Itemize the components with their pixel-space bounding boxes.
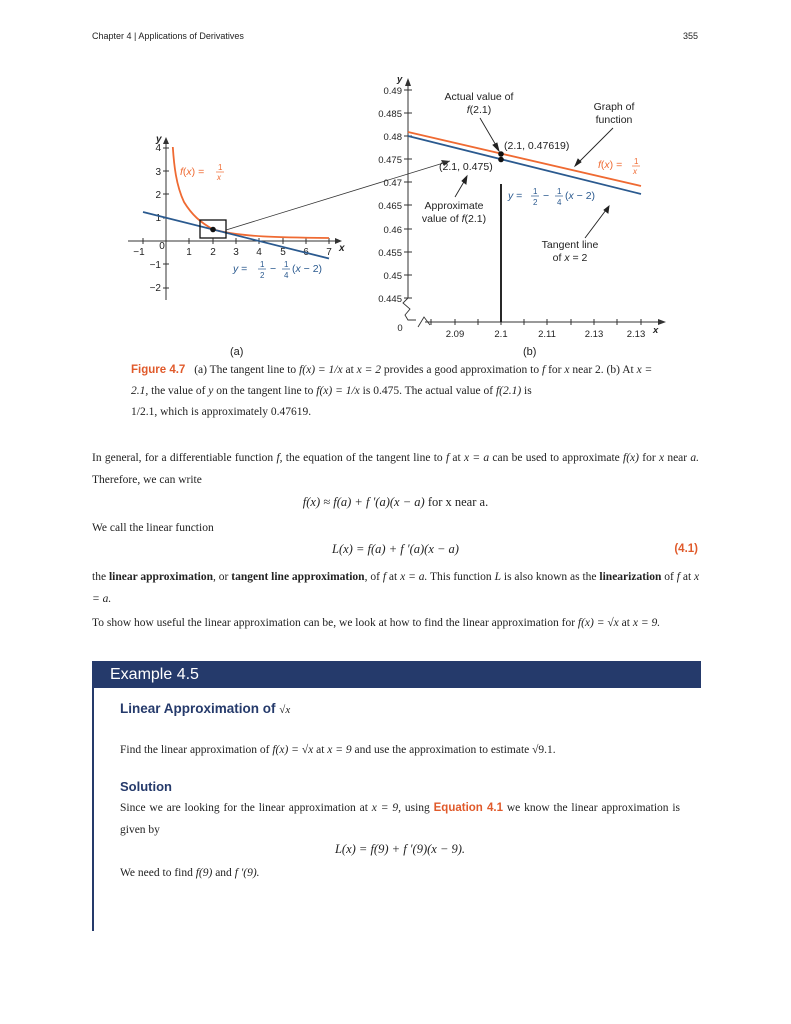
svg-text:0.455: 0.455 (378, 248, 402, 259)
equation-number: (4.1) (674, 543, 698, 555)
svg-text:2: 2 (533, 198, 538, 207)
solution-text: Since we are looking for the linear approximation at x = 9, using Equation 4.1 we know the linear approximation is given by (120, 802, 681, 836)
solution-heading: Solution (120, 779, 172, 794)
svg-text:1: 1 (634, 157, 639, 166)
point-approx-label: (2.1, 0.475) (439, 161, 493, 173)
term-linear-approximation: linear approximation (108, 571, 213, 583)
panel-b-plot (378, 74, 666, 340)
svg-text:0.465: 0.465 (378, 201, 402, 212)
svg-text:−1: −1 (149, 260, 161, 271)
svg-text:y: y (397, 74, 403, 85)
svg-text:2: 2 (210, 247, 216, 258)
paragraph-example-intro: To show how useful the linear approximation can be, we look at how to find the linear approximation for f(x) = √x at x = 9. (92, 617, 661, 629)
solution-equation: L(x) = f(9) + f ′(9)(x − 9). (334, 842, 466, 856)
page-number: 355 (682, 31, 698, 41)
panel-b-tangent-label: y = (508, 190, 523, 202)
equation-4-1-link[interactable]: Equation 4.1 (433, 802, 503, 814)
svg-text:x: x (633, 167, 637, 176)
svg-text:2: 2 (155, 190, 161, 201)
example-box (92, 661, 701, 931)
svg-text:2.09: 2.09 (445, 329, 465, 340)
annotation-graph: Graph of (593, 101, 635, 113)
svg-text:(x − 2): (x − 2) (292, 263, 323, 275)
svg-text:x: x (653, 325, 659, 336)
svg-text:3: 3 (233, 247, 239, 258)
svg-text:1: 1 (155, 213, 161, 224)
svg-text:2.1: 2.1 (494, 329, 508, 340)
svg-text:0.485: 0.485 (378, 109, 402, 120)
equation-approx: f(x) ≈ f(a) + f ′(a)(x − a) for x near a. (302, 495, 489, 509)
panel-a-label: (a) (230, 346, 244, 358)
svg-text:x: x (217, 173, 221, 182)
svg-text:4: 4 (557, 198, 562, 207)
equation-4-1: L(x) = f(a) + f ′(a)(x − a) (332, 542, 459, 556)
point-actual-label: (2.1, 0.47619) (504, 140, 570, 152)
panel-a-tangent-label: y = (233, 263, 248, 275)
example-problem: Find the linear approximation of f(x) = √x at x = 9 and use the approximation to estimate √9.1. (120, 744, 556, 756)
solution-next-step: We need to find f(9) and f ′(9). (120, 867, 260, 879)
svg-text:0.475: 0.475 (378, 155, 402, 166)
svg-text:2.13: 2.13 (626, 329, 646, 340)
panel-a-origin: 0 (159, 241, 165, 252)
svg-text:0.49: 0.49 (383, 86, 402, 97)
svg-text:value of f(2.1): value of f(2.1) (421, 213, 487, 225)
svg-text:−: − (270, 263, 277, 275)
svg-text:2: 2 (260, 271, 265, 280)
svg-text:1: 1 (284, 260, 289, 269)
svg-text:0: 0 (397, 323, 403, 334)
svg-text:0.45: 0.45 (383, 271, 402, 282)
svg-text:0.47: 0.47 (383, 178, 402, 189)
svg-text:0.445: 0.445 (378, 294, 402, 305)
running-header-chapter: Chapter 4 | Applications of Derivatives (92, 31, 244, 41)
svg-text:4: 4 (155, 143, 161, 154)
panel-a-curve (173, 147, 329, 238)
svg-text:4: 4 (256, 247, 262, 258)
svg-text:5: 5 (280, 247, 286, 258)
paragraph-linear-function: We call the linear function (92, 522, 214, 534)
svg-text:y: y (156, 134, 162, 145)
svg-text:x: x (339, 243, 345, 254)
svg-text:3: 3 (155, 167, 161, 178)
annotation-actual: Actual value of (444, 91, 514, 103)
panel-a-xtick: −1 (133, 247, 145, 258)
svg-text:1: 1 (218, 163, 223, 172)
figure-label: Figure 4.7 (131, 364, 186, 376)
svg-text:function: function (595, 114, 633, 126)
svg-text:(x − 2): (x − 2) (565, 190, 596, 202)
svg-text:0.46: 0.46 (383, 225, 402, 236)
svg-text:2.11: 2.11 (538, 329, 556, 340)
panel-a-curve-label: f(x) = (180, 166, 205, 178)
panel-b-curve-label: f(x) = (598, 159, 623, 171)
svg-text:4: 4 (284, 271, 289, 280)
annotation-approx: Approximate (424, 200, 484, 212)
term-linearization: linearization (599, 571, 662, 583)
figure-caption: Figure 4.7 (a) The tangent line to f(x) = 1/x at x = 2 provides a good approximation to f for x near 2. (b) At x = 2.1, the value of y on the tangent line to f(x) = 1/x is 0.475. The actual value of f(2.1) is 1/2.1, which is approximately 0.47619. (131, 364, 653, 418)
example-header: Example 4.5 (94, 661, 701, 688)
annotation-tangent: Tangent line (541, 239, 599, 251)
svg-text:−2: −2 (149, 283, 161, 294)
term-tangent-line-approximation: tangent line approximation (231, 571, 365, 583)
svg-text:1: 1 (557, 187, 562, 196)
figure-4-7 (0, 0, 791, 360)
svg-text:−: − (543, 190, 550, 202)
svg-text:f(2.1): f(2.1) (466, 104, 492, 116)
panel-b-label: (b) (523, 346, 537, 358)
example-title: Linear Approximation of √x (120, 701, 291, 716)
svg-text:7: 7 (326, 247, 332, 258)
paragraph-definition: the linear approximation, or tangent line approximation, of f at x = a. This function L is also known as the linearization of f at x = a. (92, 571, 700, 605)
svg-text:0.48: 0.48 (383, 132, 402, 143)
svg-text:1: 1 (533, 187, 538, 196)
svg-text:of x = 2: of x = 2 (552, 252, 588, 264)
figure-graphics (0, 0, 791, 360)
paragraph-intro: In general, for a differentiable function f, the equation of the tangent line to f at x = a can be used to approximate f(x) for x near a. Therefore, we can write (92, 452, 700, 486)
svg-text:2.13: 2.13 (584, 329, 604, 340)
svg-text:1: 1 (260, 260, 265, 269)
svg-text:1: 1 (186, 247, 192, 258)
